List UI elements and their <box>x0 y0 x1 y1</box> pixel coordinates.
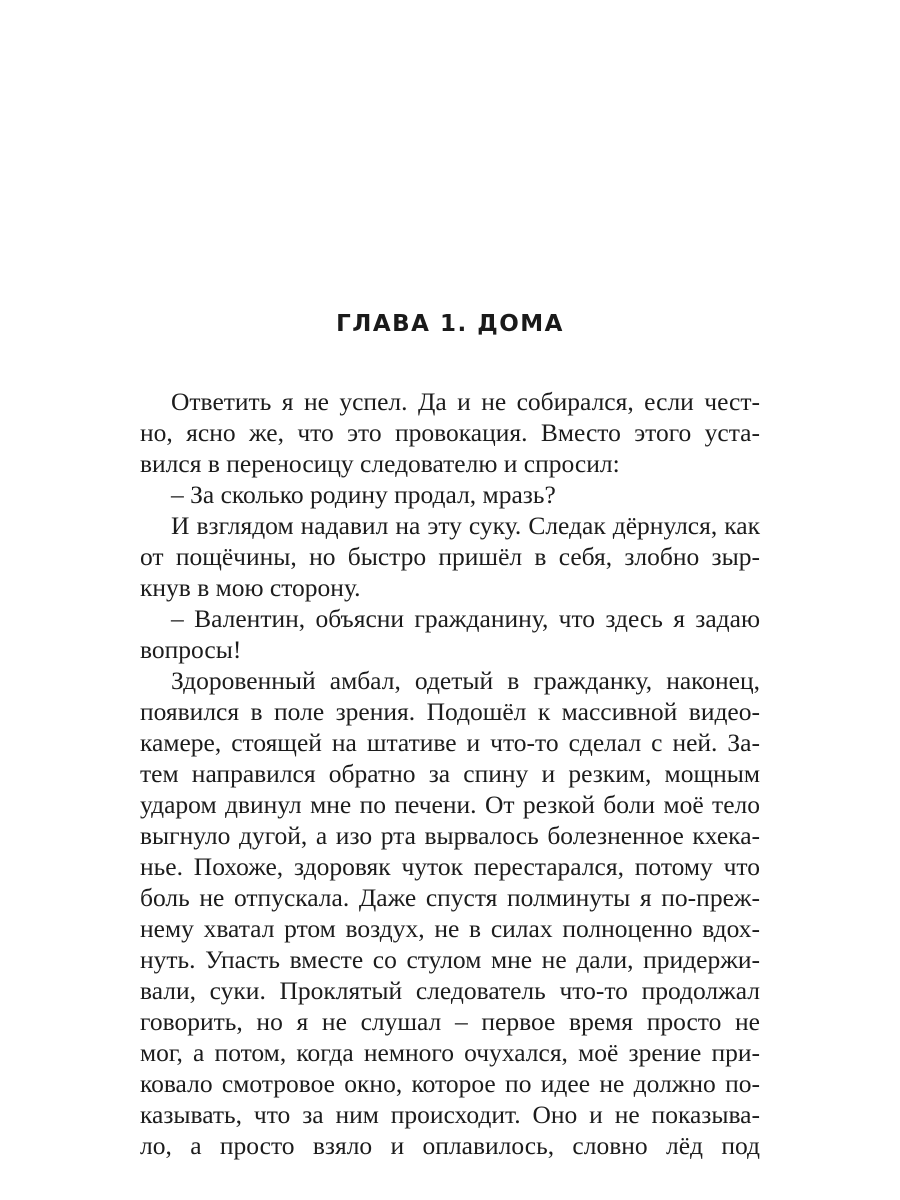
text-line: Здоровенный амбал, одетый в гражданку, наконец, <box>171 666 760 695</box>
text-line: говорить, но я не слушал – первое время просто не <box>140 1007 760 1036</box>
text-line: нуть. Упасть вместе со стулом мне не дали, придержи- <box>140 945 760 974</box>
dialogue-line: – Валентин, объясни гражданину, что здесь я задаю <box>171 604 760 633</box>
chapter-title: ГЛАВА 1. ДОМА <box>336 311 564 337</box>
text-line: выгнуло дугой, а изо рта вырвалось болезненное кхека- <box>140 821 760 850</box>
text-line: кнув в мою сторону. <box>140 573 361 602</box>
text-line: вали, суки. Проклятый следователь что-то продолжал <box>140 976 760 1005</box>
text-line: появился в поле зрения. Подошёл к массивной видео- <box>140 697 760 726</box>
text-line: И взглядом надавил на эту суку. Следак дёрнулся, как <box>171 511 760 540</box>
text-line: ло, а просто взяло и оплавилось, словно лёд под <box>140 1131 760 1160</box>
text-line: ударом двинул мне по печени. От резкой боли моё тело <box>140 790 760 819</box>
text-line: ковало смотровое окно, которое по идее не должно по- <box>140 1069 760 1098</box>
body-text <box>140 386 760 1161</box>
text-line: нье. Похоже, здоровяк чуток перестарался, потому что <box>140 852 760 881</box>
text-line: но, ясно же, что это провокация. Вместо этого уста- <box>140 418 760 447</box>
text-line: боль не отпускала. Даже спустя полминуты я по-преж- <box>140 883 760 912</box>
text-line: от пощёчины, но быстро пришёл в себя, злобно зыр- <box>140 542 760 571</box>
text-line: казывать, что за ним происходит. Оно и не показыва- <box>140 1100 760 1129</box>
text-line: мог, а потом, когда немного очухался, моё зрение при- <box>140 1038 760 1067</box>
text-line: тем направился обратно за спину и резким, мощным <box>140 759 760 788</box>
text-line: вился в переносицу следователю и спросил: <box>140 449 620 478</box>
text-line: вопросы! <box>140 635 242 664</box>
text-line: нему хватал ртом воздух, не в силах полноценно вдох- <box>140 914 760 943</box>
dialogue-line: – За сколько родину продал, мразь? <box>171 480 556 509</box>
text-line: камере, стоящей на штативе и что-то сделал с ней. За- <box>140 728 760 757</box>
text-line: Ответить я не успел. Да и не собирался, если чест- <box>171 387 760 416</box>
